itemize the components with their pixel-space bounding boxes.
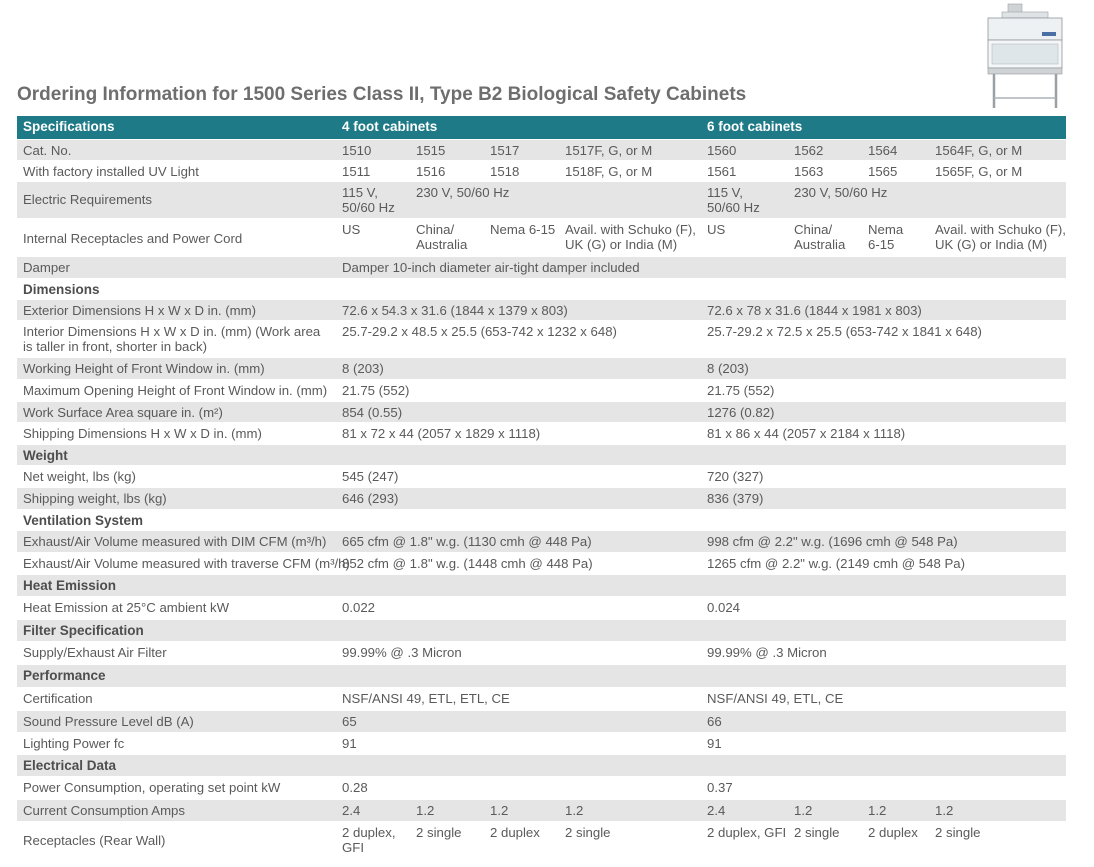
cell: 66 (707, 714, 722, 729)
cell: 21.75 (552) (707, 383, 775, 398)
row-label: Power Consumption, operating set point kW (23, 780, 281, 795)
table-row (17, 160, 1066, 181)
cell (565, 219, 696, 252)
row-label: Receptacles (Rear Wall) (23, 833, 166, 848)
cell (707, 182, 760, 215)
cell: Damper 10-inch diameter air-tight damper included (342, 260, 640, 275)
row-label: Working Height of Front Window in. (mm) (23, 361, 265, 376)
cell-line: 115 V, (342, 185, 378, 200)
row-label: Lighting Power fc (23, 736, 125, 751)
cell: 91 (707, 736, 722, 751)
section-heading: Dimensions (23, 282, 100, 297)
cell: 1565F, G, or M (935, 164, 1023, 179)
cell (342, 182, 395, 215)
cell: 2 single (565, 825, 611, 840)
page-title: Ordering Information for 1500 Series Class II, Type B2 Biological Safety Cabinets (17, 84, 747, 105)
section-heading-row (17, 509, 1066, 530)
cell: 72.6 x 78 x 31.6 (1844 x 1981 x 803) (707, 303, 922, 318)
cell: 25.7-29.2 x 72.5 x 25.5 (653-742 x 1841 x 648) (707, 324, 982, 339)
cell: 1517F, G, or M (565, 143, 653, 158)
cell: Nema 6-15 (490, 222, 556, 237)
section-heading-row (17, 619, 1066, 641)
cell: 81 x 72 x 44 (2057 x 1829 x 1118) (342, 426, 541, 441)
section-heading-row (17, 754, 1066, 776)
cell: 1563 (794, 164, 824, 179)
row-label: Electric Requirements (23, 192, 152, 207)
cell: 854 (0.55) (342, 405, 403, 420)
cell: 1560 (707, 143, 737, 158)
cell: 0.022 (342, 600, 376, 615)
table-row (17, 821, 1066, 858)
cell: 1517 (490, 143, 520, 158)
cell-line: GFI (342, 840, 364, 855)
table-row (17, 256, 1066, 278)
cell: 2.4 (707, 803, 726, 818)
cell (416, 219, 467, 252)
cell-line: UK (G) or India (M) (935, 237, 1048, 252)
table-row (17, 465, 1066, 487)
table-header-row (17, 116, 1066, 139)
cell-line: Nema (868, 222, 904, 237)
row-label: With factory installed UV Light (23, 164, 199, 179)
cell (868, 219, 903, 252)
cell: 1515 (416, 143, 446, 158)
cell: 1.2 (416, 803, 435, 818)
cell-line: 50/60 Hz (342, 200, 395, 215)
cell-line: Australia (416, 237, 468, 252)
row-label: Heat Emission at 25°C ambient kW (23, 600, 230, 615)
cell: 2 single (416, 825, 462, 840)
cell-line: Avail. with Schuko (F), (935, 222, 1066, 237)
cell: 1516 (416, 164, 446, 179)
cell: NSF/ANSI 49, ETL, ETL, CE (342, 691, 510, 706)
table-row (17, 139, 1066, 160)
cell: 72.6 x 54.3 x 31.6 (1844 x 1379 x 803) (342, 303, 568, 318)
section-heading: Ventilation System (23, 513, 144, 528)
table-row (17, 357, 1066, 379)
row-label: Exhaust/Air Volume measured with traverse CFM (m³/h) (23, 556, 350, 571)
table-row (17, 641, 1066, 664)
section-heading-row (17, 574, 1066, 596)
cell: 1565 (868, 164, 898, 179)
cell: 1265 cfm @ 2.2" w.g. (2149 cmh @ 548 Pa) (707, 556, 965, 571)
cell (935, 219, 1066, 252)
cell: 99.99% @ .3 Micron (342, 645, 462, 660)
section-heading: Performance (23, 668, 106, 683)
cell: 1564 (868, 143, 898, 158)
table-row (17, 487, 1066, 509)
cell-line: 6-15 (868, 237, 895, 252)
cell: 2.4 (342, 803, 361, 818)
cell: 2 single (935, 825, 981, 840)
cell-line: UK (G) or India (M) (565, 237, 678, 252)
cell-line: China/ (416, 222, 455, 237)
row-label: Current Consumption Amps (23, 803, 185, 818)
specifications-table (17, 116, 1066, 858)
cell: 2 single (794, 825, 840, 840)
table-row (17, 530, 1066, 552)
cell-line: 115 V, (707, 185, 743, 200)
table-row (17, 799, 1066, 821)
table-row (17, 732, 1066, 754)
section-heading: Filter Specification (23, 623, 144, 638)
row-label: Net weight, lbs (kg) (23, 469, 136, 484)
row-label-line: is taller in front, shorter in back) (23, 339, 207, 354)
row-label: Internal Receptacles and Power Cord (23, 231, 243, 246)
cell: NSF/ANSI 49, ETL, CE (707, 691, 844, 706)
row-label: Work Surface Area square in. (m²) (23, 405, 223, 420)
cell-line: 2 duplex, (342, 825, 396, 840)
cell (342, 822, 396, 855)
table-row (17, 552, 1066, 574)
row-label: Supply/Exhaust Air Filter (23, 645, 167, 660)
row-label-line: Interior Dimensions H x W x D in. (mm) (Work area (23, 324, 321, 339)
cell: 8 (203) (342, 361, 384, 376)
cell: 1.2 (794, 803, 813, 818)
cell: 1510 (342, 143, 372, 158)
section-heading: Electrical Data (23, 758, 117, 773)
cell: 81 x 86 x 44 (2057 x 2184 x 1118) (707, 426, 906, 441)
cell-line: Australia (794, 237, 846, 252)
cell: 8 (203) (707, 361, 749, 376)
cell: 65 (342, 714, 357, 729)
table-row (17, 320, 1066, 357)
cell: US (707, 222, 726, 237)
table-row (17, 181, 1066, 218)
cell: 545 (247) (342, 469, 399, 484)
table-row (17, 422, 1066, 444)
section-heading-row (17, 664, 1066, 687)
cell: 852 cfm @ 1.8" w.g. (1448 cmh @ 448 Pa) (342, 556, 593, 571)
cell: 2 duplex, GFI (707, 825, 787, 840)
cell: 21.75 (552) (342, 383, 410, 398)
cell: 230 V, 50/60 Hz (416, 185, 510, 200)
cell: 0.28 (342, 780, 368, 795)
header-4-foot: 4 foot cabinets (342, 119, 438, 134)
header-specifications: Specifications (23, 119, 115, 134)
cell: 720 (327) (707, 469, 764, 484)
cell: 998 cfm @ 2.2" w.g. (1696 cmh @ 548 Pa) (707, 534, 958, 549)
cell: 1518F, G, or M (565, 164, 653, 179)
table-row (17, 710, 1066, 732)
cell: 230 V, 50/60 Hz (794, 185, 888, 200)
cell: 1564F, G, or M (935, 143, 1023, 158)
section-heading: Weight (23, 448, 68, 463)
cell: 836 (379) (707, 491, 764, 506)
cell: 91 (342, 736, 357, 751)
row-label: Shipping Dimensions H x W x D in. (mm) (23, 426, 262, 441)
cell: 0.37 (707, 780, 733, 795)
table-row (17, 218, 1066, 256)
cell: 2 duplex (490, 825, 540, 840)
row-label: Exterior Dimensions H x W x D in. (mm) (23, 303, 257, 318)
cell: 0.024 (707, 600, 741, 615)
table-row (17, 776, 1066, 799)
cell: 1.2 (868, 803, 887, 818)
table-row (17, 687, 1066, 710)
row-label: Damper (23, 260, 70, 275)
row-label (23, 321, 320, 354)
cell: 1.2 (935, 803, 954, 818)
section-heading: Heat Emission (23, 578, 117, 593)
cell: 1518 (490, 164, 520, 179)
cell: 1276 (0.82) (707, 405, 775, 420)
cell: 1.2 (565, 803, 584, 818)
row-label: Exhaust/Air Volume measured with DIM CFM (m³/h) (23, 534, 327, 549)
biological-safety-cabinet-image (980, 2, 1070, 110)
cell-line: China/ (794, 222, 833, 237)
cell: 646 (293) (342, 491, 399, 506)
cell: 99.99% @ .3 Micron (707, 645, 827, 660)
table-row (17, 401, 1066, 422)
cell: 2 duplex (868, 825, 918, 840)
row-label: Cat. No. (23, 143, 72, 158)
cell: 1562 (794, 143, 824, 158)
cell: US (342, 222, 361, 237)
header-6-foot: 6 foot cabinets (707, 119, 803, 134)
cell-line: Avail. with Schuko (F), (565, 222, 696, 237)
row-label: Maximum Opening Height of Front Window in. (mm) (23, 383, 328, 398)
cell (794, 219, 845, 252)
section-heading-row (17, 278, 1066, 299)
cell: 25.7-29.2 x 48.5 x 25.5 (653-742 x 1232 x 648) (342, 324, 617, 339)
table-row (17, 379, 1066, 401)
row-label: Shipping weight, lbs (kg) (23, 491, 167, 506)
table-row (17, 596, 1066, 619)
cell: 1.2 (490, 803, 509, 818)
row-label: Certification (23, 691, 93, 706)
cell: 1511 (342, 164, 371, 179)
cell: 665 cfm @ 1.8" w.g. (1130 cmh @ 448 Pa) (342, 534, 592, 549)
cell: 1561 (707, 164, 737, 179)
row-label: Sound Pressure Level dB (A) (23, 714, 194, 729)
table-row (17, 299, 1066, 320)
section-heading-row (17, 444, 1066, 465)
cell-line: 50/60 Hz (707, 200, 760, 215)
